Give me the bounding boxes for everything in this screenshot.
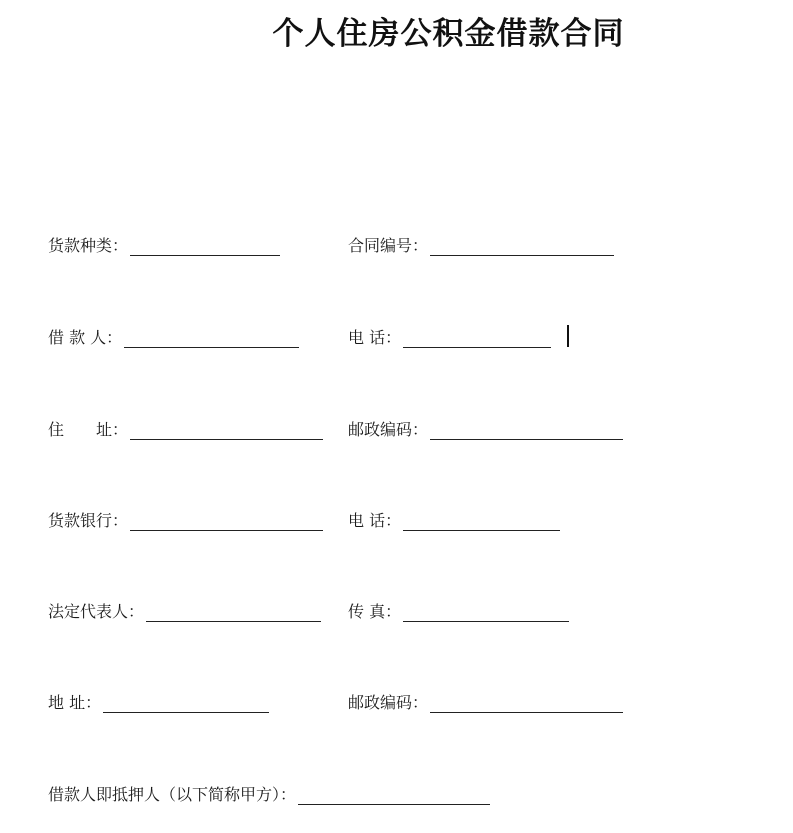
contract-number-input[interactable] (430, 235, 614, 256)
loan-type-input[interactable] (130, 235, 280, 256)
loan-type-field (48, 234, 280, 256)
legal-representative-input[interactable] (146, 601, 321, 622)
address-field (48, 418, 323, 440)
contract-number-field (348, 234, 614, 256)
loan-type-label: 货款种类： (48, 236, 129, 255)
borrower-input[interactable] (124, 327, 299, 348)
contract-number-label: 合同编号： (348, 236, 429, 255)
address-input[interactable] (130, 419, 323, 440)
bank-phone-field (348, 509, 560, 531)
address-label: 住 址： (48, 420, 129, 439)
postcode-field (348, 418, 623, 440)
bank-address-field (48, 691, 269, 713)
mortgagor-label: 借款人即抵押人（以下简称甲方）： (48, 785, 297, 804)
postcode-label: 邮政编码： (348, 420, 429, 439)
mortgagor-input[interactable] (298, 784, 490, 805)
bank-address-label: 地 址： (48, 693, 102, 712)
bank-phone-label: 电 话： (348, 511, 402, 530)
borrower-label: 借 款 人： (48, 328, 123, 347)
mortgagor-field (48, 783, 490, 805)
postcode-input[interactable] (430, 419, 623, 440)
document-title: 个人住房公积金借款合同 (272, 16, 625, 52)
fax-field (348, 600, 569, 622)
legal-representative-field (48, 600, 321, 622)
bank-phone-input[interactable] (403, 510, 560, 531)
borrower-phone-field (348, 326, 551, 348)
bank-postcode-label: 邮政编码： (348, 693, 429, 712)
bank-input[interactable] (130, 510, 323, 531)
bank-postcode-field (348, 691, 623, 713)
bank-field (48, 509, 323, 531)
bank-postcode-input[interactable] (430, 692, 623, 713)
bank-label: 货款银行： (48, 511, 129, 530)
legal-representative-label: 法定代表人： (48, 602, 145, 621)
bank-address-input[interactable] (103, 692, 269, 713)
borrower-phone-input[interactable] (403, 327, 551, 348)
text-cursor (567, 325, 569, 347)
fax-label: 传 真： (348, 602, 402, 621)
fax-input[interactable] (403, 601, 569, 622)
borrower-field (48, 326, 299, 348)
borrower-phone-label: 电 话： (348, 328, 402, 347)
